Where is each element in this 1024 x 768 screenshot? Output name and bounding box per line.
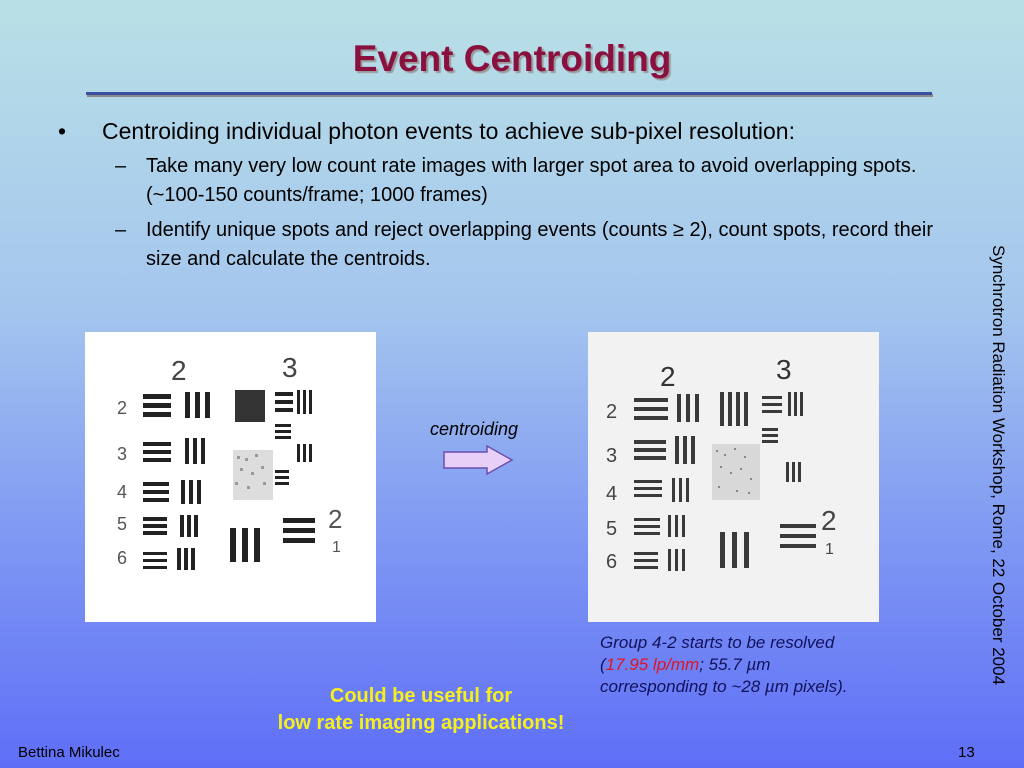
highlight-line: low rate imaging applications!	[277, 712, 565, 734]
caption-line	[600, 654, 960, 676]
sub-bullet-text: Identify unique spots and reject overlapping events (counts	[146, 219, 673, 241]
row-label: 2	[606, 401, 618, 423]
centroided-resolution-target-image	[588, 332, 879, 622]
fine-pattern-speckle	[233, 450, 273, 500]
geq-symbol: ≥	[673, 219, 684, 241]
group-label: 3	[776, 354, 792, 385]
small-group-label: 1	[332, 539, 341, 556]
slide-title: Event Centroiding	[352, 38, 672, 79]
sub-bullet-text-cont: 2), count spots, record their size and calculate the centroids.	[146, 219, 933, 270]
group-label: 2	[660, 361, 676, 392]
row-label: 4	[117, 482, 128, 502]
footer-page-number: 13	[958, 744, 975, 761]
dash-marker: –	[115, 219, 127, 241]
caption-text: ; 55.7	[699, 655, 747, 674]
small-group-label: 2	[821, 505, 837, 536]
footer-author: Bettina Mikulec	[18, 744, 120, 761]
small-group-label: 2	[328, 504, 343, 534]
sub-bullet-text: Take many very low count rate images with larger spot area to avoid overlapping spots. (~100-150 counts/frame; 1000 frames)	[146, 155, 917, 206]
row-label: 3	[606, 445, 618, 467]
mu-symbol: µ	[746, 655, 757, 674]
bullet-text: Centroiding individual photon events to achieve sub-pixel resolution:	[102, 118, 795, 144]
mu-symbol: µ	[764, 677, 775, 696]
centroided-target-svg	[588, 332, 879, 622]
right-arrow-icon	[443, 445, 515, 475]
small-group-label: 1	[825, 541, 834, 558]
sub-bullet-item	[58, 152, 956, 210]
bar-patterns	[143, 390, 315, 570]
highlight-note	[216, 683, 626, 737]
bullet-dot: •	[58, 118, 67, 144]
row-label: 6	[117, 548, 128, 568]
caption-text: m pixels).	[774, 677, 848, 696]
caption-line: Group 4-2 starts to be resolved	[600, 633, 835, 652]
row-label: 5	[606, 518, 618, 540]
resolution-caption	[600, 632, 960, 698]
row-label: 5	[117, 514, 128, 534]
dash-marker: –	[115, 155, 127, 177]
raw-target-svg	[85, 332, 376, 622]
caption-line	[600, 676, 960, 698]
fine-pattern-speckle	[712, 444, 760, 500]
caption-text: m	[756, 655, 771, 674]
centroiding-label: centroiding	[430, 419, 519, 439]
caption-highlight: 17.95 lp/mm	[605, 655, 700, 674]
raw-resolution-target-image	[85, 332, 376, 622]
row-label: 2	[117, 398, 128, 418]
row-label: 6	[606, 551, 618, 573]
title-underline	[86, 92, 932, 95]
caption-text: corresponding to ~28	[600, 677, 765, 696]
caption-open-paren: (	[600, 655, 606, 674]
row-label: 4	[606, 483, 618, 505]
highlight-line: Could be useful for	[329, 685, 513, 707]
bullet-list	[58, 116, 968, 274]
workshop-vertical-label: Synchrotron Radiation Workshop, Rome, 22 October 2004	[989, 245, 1008, 686]
group-label: 2	[171, 355, 187, 386]
sub-bullet-item	[58, 216, 956, 274]
bullet-item	[58, 116, 968, 146]
group-label: 3	[282, 352, 298, 383]
row-label: 3	[117, 444, 128, 464]
